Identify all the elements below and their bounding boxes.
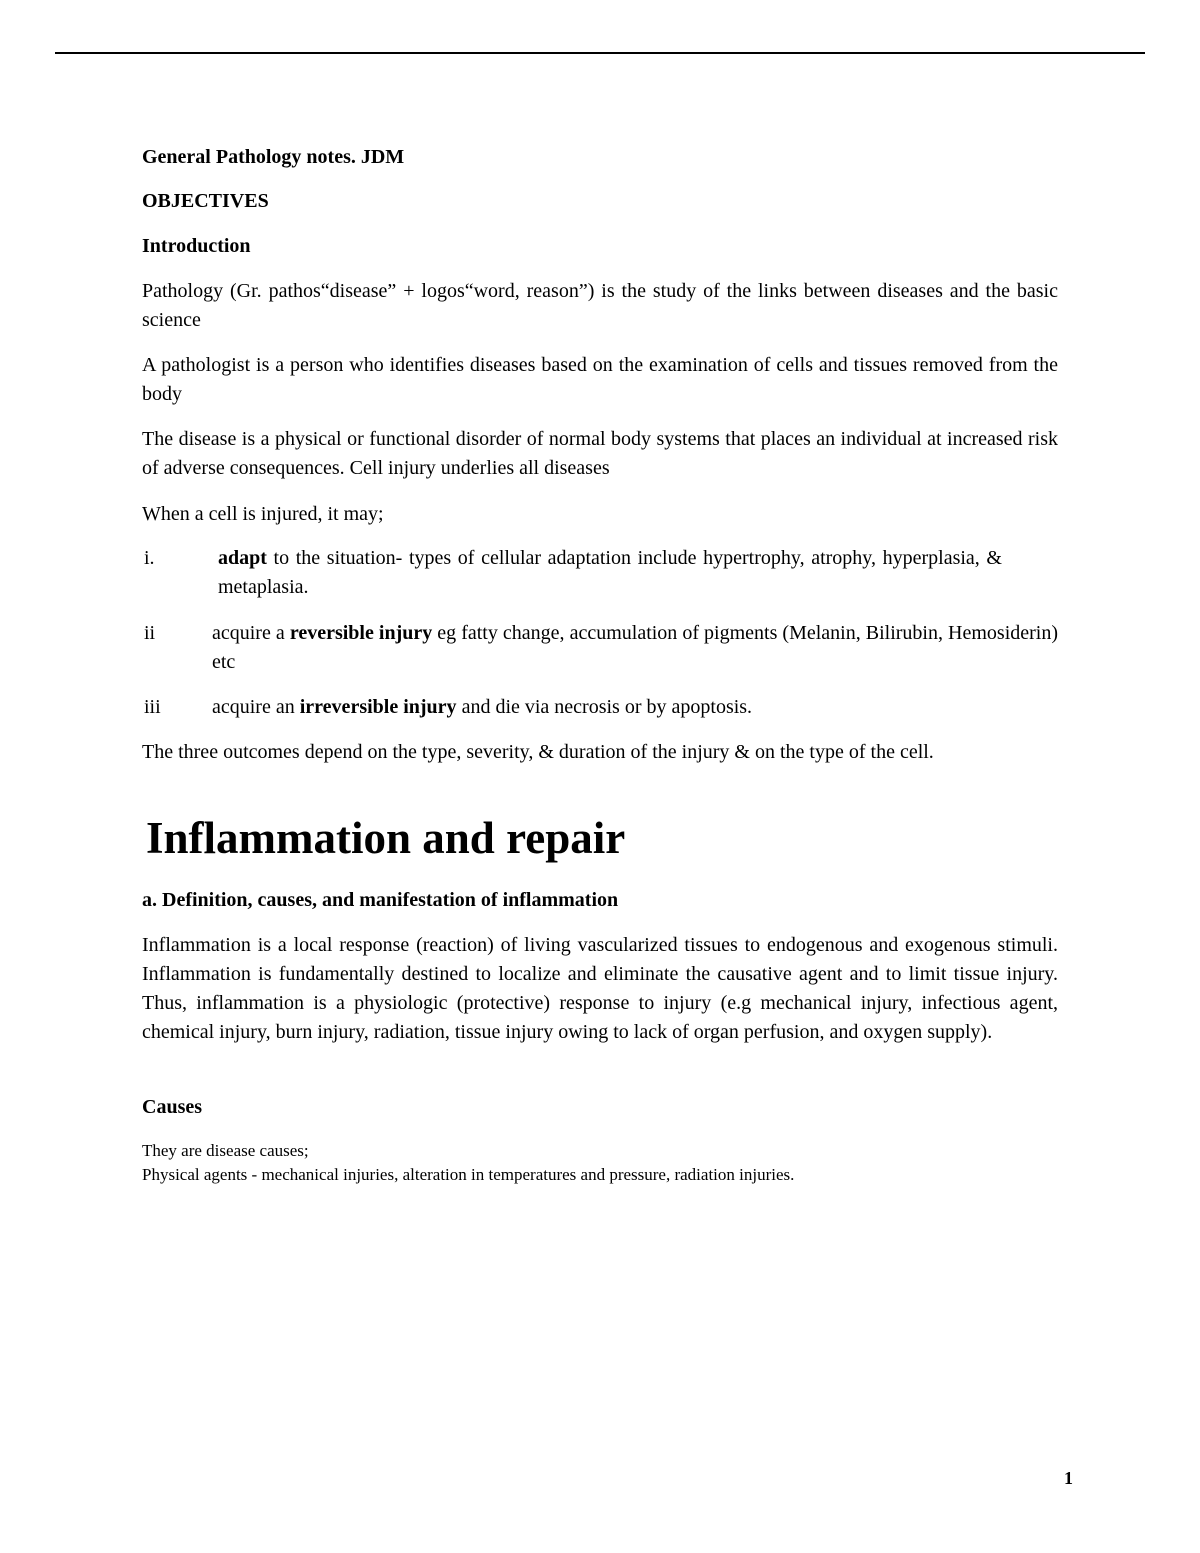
list-item-text <box>212 693 1058 722</box>
section-heading-inflammation: Inflammation and repair <box>146 813 626 863</box>
list-item-text-after: eg fatty change, accumulation of pigments (Melanin, Bilirubin, Hemosiderin) etc <box>212 622 1059 673</box>
list-item-text <box>212 619 1058 677</box>
intro-paragraph-cell-injured: When a cell is injured, it may; <box>142 503 384 525</box>
causes-line-intro: They are disease causes; <box>142 1141 309 1160</box>
intro-paragraph-pathologist: A pathologist is a person who identifies diseases based on the examination of cells and tissues removed from the body <box>142 354 1058 405</box>
definition-paragraph: Inflammation is a local response (reaction) of living vascularized tissues to endogenous and exogenous stimuli. Inflammation is fundamentally destined to localize and eliminate the causative agent and to limit tissue injury. Thus, inflammation is a physiologic (protective) response to injury (e.g mechanical injury, infectious agent, chemical injury, burn injury, radiation, tissue injury owing to lack of organ perfusion, and oxygen supply). <box>142 934 1058 1043</box>
list-item-number: iii <box>144 696 161 718</box>
introduction-heading: Introduction <box>142 235 251 257</box>
list-item-number: ii <box>144 622 156 644</box>
causes-line-physical-agents: Physical agents - mechanical injuries, alteration in temperatures and pressure, radiation injuries. <box>142 1165 795 1184</box>
list-item-text-before: acquire an <box>212 696 300 718</box>
header-rule <box>55 52 1145 54</box>
causes-heading: Causes <box>142 1096 203 1118</box>
list-item-text-after: and die via necrosis or by apoptosis. <box>456 696 753 718</box>
page-number: 1 <box>1064 1468 1073 1488</box>
list-item-keyword: reversible injury <box>289 622 433 644</box>
document-title: General Pathology notes. JDM <box>142 146 405 168</box>
list-item-keyword: adapt <box>218 547 267 569</box>
outcomes-summary-paragraph: The three outcomes depend on the type, severity, & duration of the injury & on the type of the cell. <box>142 741 934 763</box>
objectives-heading: OBJECTIVES <box>142 190 269 212</box>
list-item-number: i. <box>144 547 155 569</box>
list-item-text <box>218 544 1002 602</box>
list-item-text-after: to the situation- types of cellular adaptation include hypertrophy, atrophy, hyperplasia, & metaplasia. <box>218 547 1002 598</box>
intro-paragraph-disease: The disease is a physical or functional disorder of normal body systems that places an individual at increased risk of adverse consequences. Cell injury underlies all diseases <box>142 428 1058 479</box>
definition-subheading: a. Definition, causes, and manifestation of inflammation <box>142 889 619 911</box>
list-item-keyword: irreversible injury <box>299 696 457 718</box>
list-item-text-before: acquire a <box>212 622 290 644</box>
intro-paragraph-pathology: Pathology (Gr. pathos“disease” + logos“word, reason”) is the study of the links between diseases and the basic science <box>142 280 1058 331</box>
